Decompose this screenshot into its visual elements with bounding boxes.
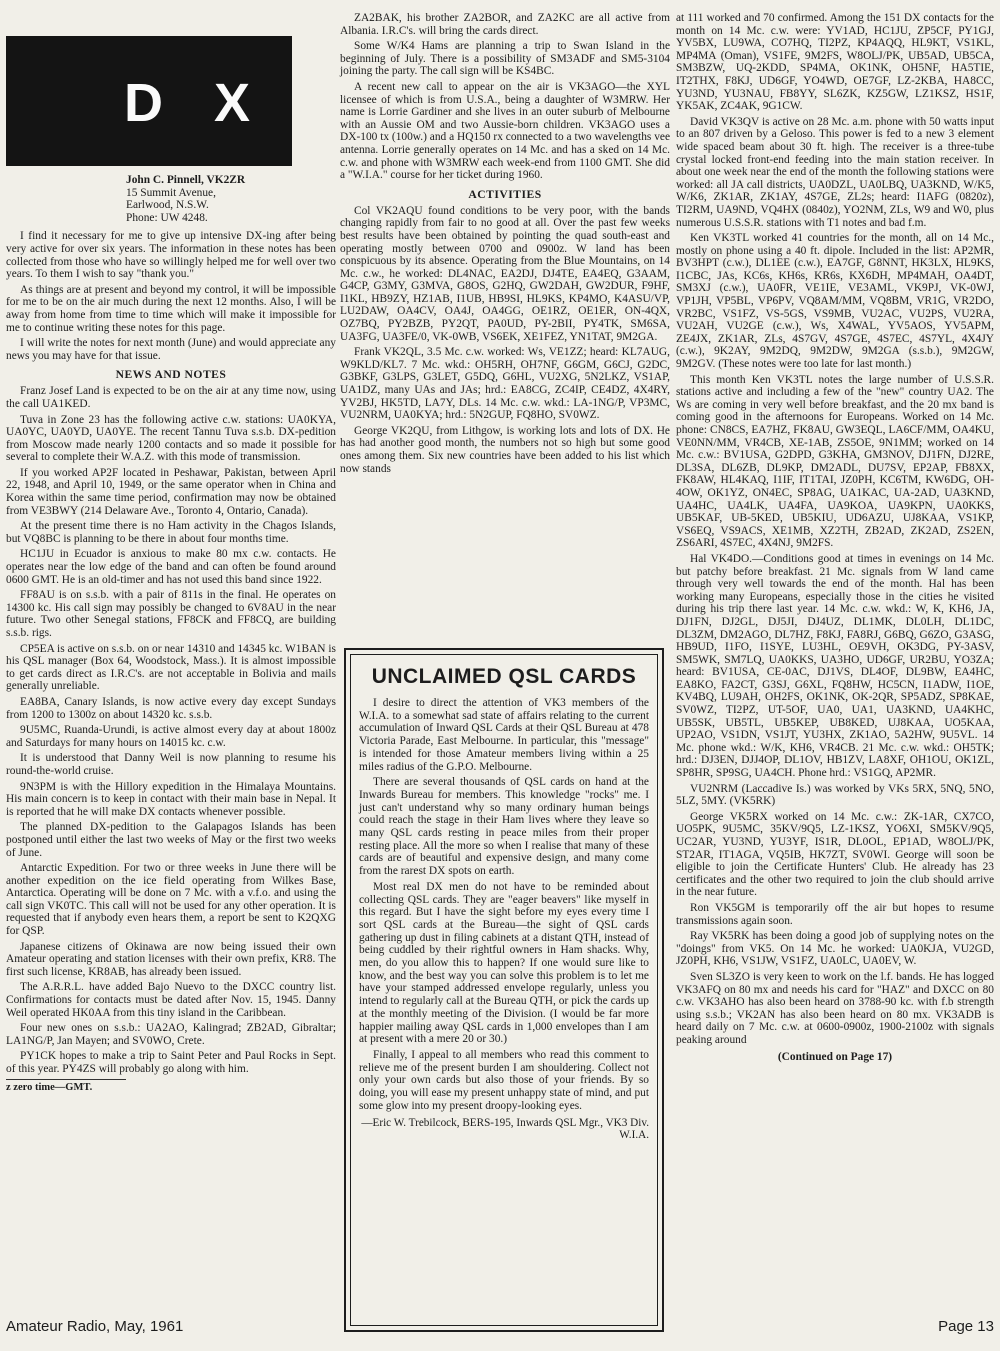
paragraph: 9U5MC, Ruanda-Urundi, is active almost every day at about 1800z and Saturdays for many hours on 14015 kc. c.w. [6,724,336,749]
paragraph: at 111 worked and 70 confirmed. Among the 151 DX contacts for the month on 14 Mc. c.w. were: YV1AD, HC1JU, ZP5CF, PY1GJ, YV5BX, LU9WA, CO7HQ, TI2PZ, KP4AQQ, HL9KT, VS1KL, MP4MA (Oman), VS1FE, 9M2FS, W8OLJ/PK, UB5AD, UB5CA, SM3BZW, UQ-2KDD, SP4MA, OK1NK, OH5NF, HA5TIE, IT2THX, F8KJ, UD6GF, YO4WD, OE7GF, LZ-2KBA, HA8CC, YU3ND, YU3NAU, FB8YY, SL6ZK, KZ5GW, LZ1KSZ, HS1F, YK5AK, ZC4AK, 9G1CW. [676,12,994,113]
paragraph: Finally, I appeal to all members who read this comment to relieve me of the present burden I am shouldering. Collect not only your own cards but also those of your friends. By so doing, you will ease my present unhappy state of mind, and put some glow into my present droopy-looking eyes. [359,1048,649,1112]
paragraph: I desire to direct the attention of VK3 members of the W.I.A. to a somewhat sad state of affairs relating to the current accumulation of Inward QSL Cards at their QSL Bureau at 478 Victoria Parade, East Melbourne. In particular, this "message" is intended for those Amateur members living within a 25 miles radius of the G.P.O. Melbourne. [359,697,649,773]
column-1 [6,36,336,1093]
paragraph: HC1JU in Ecuador is anxious to make 80 mx c.w. contacts. He operates near the low edge of the band and can often be found around 0600 GMT. He is an old-timer and has not used this band since 1922. [6,548,336,586]
footer-page-number: Page 13 [938,1318,994,1335]
continued-note: (Continued on Page 17) [777,1050,893,1063]
qsl-signature: —Eric W. Trebilcock, BERS-195, Inwards QSL Mgr., VK3 Div. W.I.A. [361,1116,649,1142]
paragraph: Some W/K4 Hams are planning a trip to Swan Island in the beginning of July. There is a possibility of SM3ADF and SM5-3104 joining the party. The call sign will be KS4BC. [340,40,670,78]
paragraph: It is understood that Danny Weil is now planning to resume his round-the-world cruise. [6,752,336,777]
column-3 [676,12,994,1063]
paragraph: I find it necessary for me to give up intensive DX-ing after being very active for over six years. The information in these notes has been collected from those who have so willingly helped me for well over two years. To them I wish to say "thank you." [6,230,336,281]
paragraph: If you worked AP2F located in Peshawar, Pakistan, between April 22, 1948, and April 10, 1949, or the same operator when in China and Korea within the same time period, confirmation may now be obtained from VE3BWY (214 Delaware Ave., Toronto 4, Ontario, Canada). [6,466,336,517]
paragraph: Tuva in Zone 23 has the following active c.w. stations: UA0KYA, UA0YC, UA0YD, UA0YE. The recent Tannu Tuva s.s.b. DX-pedition from Moscow made nearly 1200 contacts and so made it possible for several to complete their W.A.Z. with this mode of transmission. [6,413,336,464]
paragraph: Most real DX men do not have to be reminded about collecting QSL cards. They are "eager beavers" like myself in this regard. But I have the sight before my eyes every time I sort QSL cards at the Bureau—the sight of QSL cards gathering up dust in filing cabinets at a distant QTH, instead of being cuddled by their rightful owners in Ham shacks. Why, men, do you allow this to happen? If one would sure like to know, and the best way you can solve this problem is to let me have your stamped addressed envelope regularly, unless you intend to regularly call at the Bureau QTH, or pick the cards up at the monthly meeting of the Division. (I would be far more happier mailing away QSL cards in 1,000 envelopes than I am at present with a mere 20 or 30.) [359,880,649,1046]
paragraph: At the present time there is no Ham activity in the Chagos Islands, but VQ8BC is planning to be there in about four months time. [6,520,336,545]
footer-publication: Amateur Radio, May, 1961 [6,1318,184,1335]
author-address-2: Earlwood, N.S.W. [126,199,209,212]
paragraph: Ron VK5GM is temporarily off the air but hopes to resume transmissions again soon. [676,901,994,927]
author-phone: Phone: UW 4248. [126,211,208,224]
footnote: z zero time—GMT. [6,1079,126,1093]
paragraph: FF8AU is on s.s.b. with a pair of 811s in the final. He operates on 14300 kc. His call sign may possibly be changed to 6V8AU in the near future. Two other Senegal stations, FF8CK and FF8CQ, are building s.s.b. rigs. [6,589,336,639]
paragraph: ZA2BAK, his brother ZA2BOR, and ZA2KC are all active from Albania. I.R.C's. will bring the cards direct. [340,12,670,37]
news-heading: NEWS AND NOTES [115,368,227,382]
paragraph: Ken VK3TL worked 41 countries for the month, all on 14 Mc., mostly on phone using a 40 ft. dipole. Included in the list: AP2MR, BV3HPT (c.w.), DL1EE (c.w.), EA7GF, G8NNT, HK3LX, HL9KS, I1CBC, JAs, KC6s, KH6s, KR6s, KX6DH, MP4MAH, OA4DT, SM3XJ (c.w.), UA0FR, VE1IE, VE3AML, VK9PJ, VK-0WJ, VP1JH, VP5BL, VP6PV, VQ8AM/MM, VQ8BM, VR1G, VR2DO, VR2BC, VS1FZ, VS-5GS, VS9MB, VU2AC, VU2PS, VU2RA, VU2AH, VU2GE (c.w.), Ws, X4WAL, YV5AOS, YV5APM, ZE4JX, ZK1AR, ZLs, 4S7GV, 4S7GE, 4S7EC, 4S7YL, 4X4JY (c.w.), 9K2AY, 9M2DQ, 9M2DW, 9M2GA (s.s.b.), 9M2GW, 9M2GV. (These notes were too late for last month.) [676,232,994,371]
paragraph: Antarctic Expedition. For two or three weeks in June there will be another expedition on the ice field operating from Wilkes Base, Antarctica. Operating will be done on 7 Mc. with a v.f.o. and using the call sign VK0TC. This call will not be used for any other operation. It is requested that if anybody even hears them, a report be sent to K2QXG for QSP. [6,862,336,938]
paragraph: There are several thousands of QSL cards on hand at the Inwards Bureau for members. This knowledge "rocks" me. I just can't understand why so many ordinary human beings could reach the stage in their Ham lives where they leave so many QSL cards resting in peace miles from their proper resting place. All the more so when I realise that many of these cards are of beautiful and expensive design, and many come from the rarest DX spots on earth. [359,776,649,878]
paragraph: A recent new call to appear on the air is VK3AGO—the XYL licensee of which is from U.S.A., being a daughter of W3MRW. Her name is Lorrie Gardiner and she lives in an outer suburb of Melbourne with an Aussie OM and two Aussie-born children. VK3AGO uses a DX-100 tx (100w.) and a HQ150 rx connected to a two wavelengths vee antenna. Lorrie generally operates on 14 Mc. and has a sked on 14 Mc. c.w. and phone with W3MRW each week-end from 1100 GMT. She did a "W.I.A." course for her ticket during 1960. [340,80,670,182]
paragraph: Japanese citizens of Okinawa are now being issued their own Amateur operating and station licenses with their own prefix, KR8. The first such license, KR8AB, has already been issued. [6,940,336,978]
paragraph: Sven SL3ZO is very keen to work on the l.f. bands. He has logged VK3AFQ on 80 mx and needs his card for "HAZ" and DXCC on 80 c.w. VK3AHO has also been heard on 3788-90 kc. with f.b strength using s.s.b.; VK2AN has also been heard on 80 mx. VK3ADB is heard daily on 7 Mc. c.w. at 0600-0900z, 1900-2100z with signals peaking around [676,970,994,1046]
paragraph: Four new ones on s.s.b.: UA2AO, Kalingrad; ZB2AD, Gibraltar; LA1NG/P, Jan Mayen; and SV0WO, Crete. [6,1022,336,1047]
column-2 [340,12,670,478]
paragraph: The A.R.R.L. have added Bajo Nuevo to the DXCC country list. Confirmations for contacts must be dated after Nov. 15, 1945. Danny Weil operated HK0AA from this tiny island in the Caribbean. [6,981,336,1019]
author-block [126,174,336,224]
section-title: D X [124,73,269,133]
intro [6,230,336,362]
paragraph: Frank VK2QL, 3.5 Mc. c.w. worked: Ws, VE1ZZ; heard: KL7AUG, W9KLD/KL7. 7 Mc. wkd.: OH5RH, OH7NF, G6GM, G6CJ, G2DC, G3BKF, G3LPS, G3LET, G5DQ, G6HL, VU2XG, 5N2LKZ, VS1AP, UA1DZ, many UAs and JAs; hrd.: EA8CG, ZC4IP, CE4DZ, 4X4RY, YV2BJ, HK5TD, LA7Y, DLs. 14 Mc. c.w. wkd.: LA-1NG/P, VP3MC, VU2NRM, UA0KYA; hrd.: 5N2GUP, FQ8HO, SV0WZ. [340,346,670,422]
paragraph: This month Ken VK3TL notes the large number of U.S.S.R. stations active and including a few of the "new" country UA2. The Ws are coming in very well before breakfast, and the 20 mx band is coming good in the afternoons for Europeans. Worked on 14 Mc. phone: CN8CS, EA7HZ, FK8AU, GW3EQL, LA6CF/MM, OA4KU, VE0NN/MM, VR4CB, XE-1AB, ZS5OE, 9N1MM; worked on 14 Mc. c.w.: BV1USA, G2DPD, G3KHA, GM3NOV, DJ1FN, DJ2RE, DL3SA, DL6ZB, DL9KP, DM2ADL, DU7SV, EP2AP, FB8XX, FK8AW, HL4KAQ, I1IF, IT1TAI, JZ0PH, KC6TM, KW6DG, OH-4OW, OK1YZ, ON4EC, SP8AG, UA1KAC, UA-2AD, UA3KND, UA4HC, UA4LK, UA4FA, UA9KOA, UA9KPN, UA0KKS, UB5KAF, UB-5KED, UB5KIU, UD6AZU, UJ8KAA, VS1KP, VS6EQ, VS9ACS, XE1MB, XZ2TH, ZB2AD, ZK2AD, ZS2EN, ZS6ARI, 4S7EC, 4X4NJ, 9M2FS. [676,373,994,550]
paragraph: George VK2QU, from Lithgow, is working lots and lots of DX. He has had another good month, the numbers not so high but some good ones among them. Six new countries have been added to his list which now stands [340,424,670,475]
paragraph: Col VK2AQU found conditions to be very poor, with the bands changing rapidly from fair to no good at all. Over the past few weeks best results have been obtained by pointing the quad south-east and operating mostly between 0700 and 0900z. W land has been conspicuous by its absence. Operating from the Blue Mountains, on 14 Mc. c.w., he worked: DL4NAC, EA2DJ, DJ4TE, EA4EQ, G3AAM, G4CP, G3MY, G3MVA, G8OS, G2HQ, GW2DAH, GW2DUR, F9HF, I1KL, HB9ZY, HZ1AB, I1UB, HB9SI, HL9KS, KP4MO, K4ASU/VP, LU2DAW, OA4CV, OA4J, OA4GG, OE1RZ, OE1ER, ON-4QX, OZ7BQ, PY2BZB, PY2QT, PA0UD, PY-2BII, PY4TK, SM6SA, UA3FG, UA3FE/0, VK-0WB, VS6EK, XE1FEZ, YN1TAT, 9M2GA. [340,204,670,343]
paragraph: EA8BA, Canary Islands, is now active every day except Sundays from 1200 to 1300z on about 14320 kc. s.s.b. [6,695,336,721]
paragraph: PY1CK hopes to make a trip to Saint Peter and Paul Rocks in Sept. of this year. PY4ZS will probably go along with him. [6,1050,336,1075]
author-name: John C. Pinnell, VK2ZR [126,174,246,186]
author-address-1: 15 Summit Avenue, [126,186,216,199]
paragraph: VU2NRM (Laccadive Is.) was worked by VKs 5RX, 5NQ, 5NO, 5LZ, 5MY. (VK5RK) [676,782,994,808]
paragraph: I will write the notes for next month (June) and would appreciate any news you may have for that issue. [6,337,336,362]
qsl-title: UNCLAIMED QSL CARDS [371,665,637,688]
paragraph: The planned DX-pedition to the Galapagos Islands has been postponed until either the last two weeks of May or the first two weeks of June. [6,821,336,859]
news-list [6,385,336,1075]
paragraph: Franz Josef Land is expected to be on the air at any time now, using the call UA1KED. [6,385,336,410]
paragraph: David VK3QV is active on 28 Mc. a.m. phone with 50 watts input to an 807 driven by a Geloso. This power is fed to a new 3 element wide spaced beam about 30 ft. high. The receiver is a three-tube crystal locked front-end feeding into the main station receiver. In about one week near the end of the month the following stations were worked: all JA call districts, UA0DZL, UA0LBQ, UA3KND, W/K5, W/K6, ZK1AR, ZK1AY, 4S7GE, ZL2s; heard: I1AFG (0820z), TI2RM, UA9ND, VQ4HX (0840z), YO2NM, ZLs, W9 and W0, plus numerous U.S.S.R. stations with T1 notes and bad f.m. [676,115,994,229]
paragraph: As things are at present and beyond my control, it will be impossible for me to be on the air much during the next 12 months. Also, I will be away from home from time to time which will make it impossible for me to continue writing these notes for this page. [6,283,336,334]
paragraph: Hal VK4DO.—Conditions good at times in evenings on 14 Mc. but patchy before breakfast. 21 Mc. signals from W land came through very well towards the end of the month. Hal has been working many Europeans, especially those in the cities he visited during his trip there last year. 14 Mc. c.w. wkd.: W, K, KH6, JA, DJ1FN, DJ2GL, DJ5JI, DJ4UZ, DL1MK, DL0LH, DL1DC, DL3ZM, DM2AGO, DL7HZ, F8KJ, FA8RJ, G6BQ, G6ZO, G3ASG, HB9UD, I1FO, I1SYE, LU3HL, OE9VH, OK3DG, PY-3ASV, SM5WK, SM7LQ, UA0KKS, UA3HO, UD6GF, UR2BU, YO3ZA; heard: BV1USA, CE-0AC, DJ1VS, DL4OF, DL9BW, EA4HC, EA8KO, FA2CT, G3SJ, G6XL, FQ8HW, HC5CN, I1ADW, I1OE, KV4BQ, LU9AH, OH2FS, OK1NK, OK-2QR, SP5ADZ, SP8KAE, SV0WZ, TI2PZ, UT-5OF, UA0, UA1, UA3KND, UA4KHC, UB5SK, UB5TL, UB5KEP, UB8KED, UJ8KAA, UO5KAA, UP2AO, VS1DN, VS1JT, YU3HX, ZK1AO, 5A2HW, 9U5VL. 14 Mc. phone wkd.: W/K, KH6, VR4CB. 21 Mc. c.w. wkd.: OH5TK; hrd.: DJ3EN, DJJ4OP, DL1OV, HB1ZV, LA8XF, OH1OU, OK1ZL, SP8HR, SP9SG, UA4CH. Phone hrd.: VS1GQ, AP2MR. [676,552,994,780]
paragraph: 9N3PM is with the Hillory expedition in the Himalaya Mountains. His main concern is to keep in contact with their main base in Nepal. It is reported that he will make DX contacts whenever possible. [6,780,336,818]
dx-header-block [6,36,292,166]
paragraph: CP5EA is active on s.s.b. on or near 14310 and 14345 kc. W1BAN is his QSL manager (Box 64, Woodstock, Mass.). It is almost impossible to get cards direct as I.R.C's. are not acceptable in Bolivia and mails generally unreliable. [6,642,336,693]
qsl-box [344,648,664,1332]
activities-heading: ACTIVITIES [468,187,542,201]
paragraph: George VK5RX worked on 14 Mc. c.w.: ZK-1AR, CX7CO, UO5PK, 9U5MC, 35KV/9Q5, LZ-1KSZ, YO6XI, SM5KV/9Q5, UC2AR, YU3ND, YU3YF, IS1R, DL0OL, EP1AD, W8OLJ/PK, ST2AR, IT1AGA, VQ5IB, HK7ZT, SV0WI. George will soon be eligible to join the Certificate Hunters' Club. He already has 23 certificates and the other two required to join the club should arrive in the near future. [676,810,994,899]
qsl-inner-frame [350,654,658,1326]
paragraph: Ray VK5RK has been doing a good job of supplying notes on the "doings" from VK5. On 14 Mc. he worked: UA0KJA, VU2GD, JZ0PH, KH6, VS1JW, VS1FZ, UA0LC, UA0EV, W. [676,930,994,968]
